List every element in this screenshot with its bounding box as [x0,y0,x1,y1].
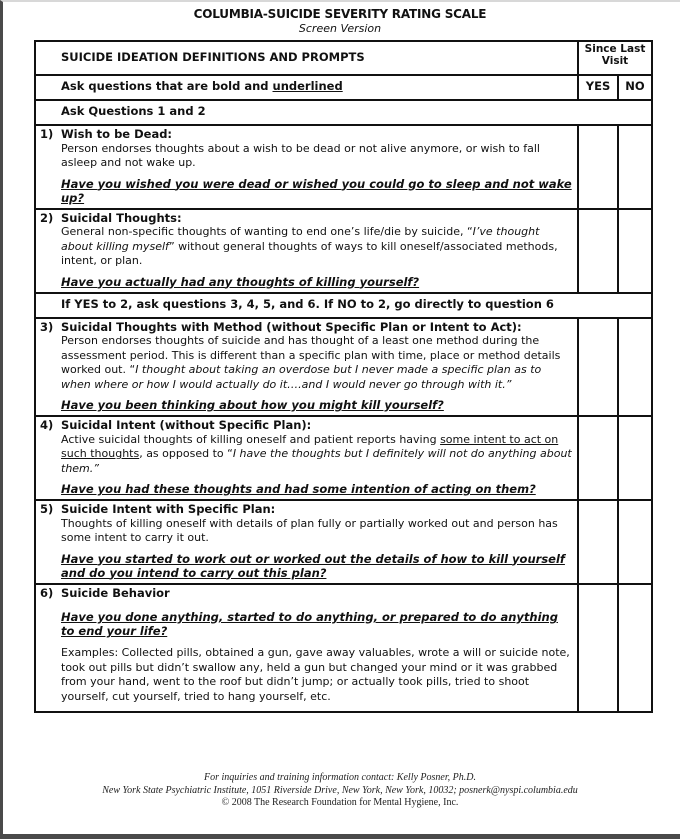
question-row-2 [35,209,652,293]
question-3-title: Suicidal Thoughts with Method (without Specific Plan or Intent to Act): [61,319,522,334]
question-6: 6) Suicide Behavior Have you done anything, started to do anything, or prepared to do anything to end your life? Examples: Collected pills, obtained a gun, gave away valuables, wrote a will or suicide note, took out pills but didn’t swallow any, held a gun but changed your mind or it was grabbed from your hand, went to the roof but didn’t jump; or actually took pills, tried to shoot yourself, cut yourself, tried to hang yourself, etc. [35,584,578,713]
question-1-no-cell[interactable] [618,125,652,209]
question-4-description: Active suicidal thoughts of killing oneself and patient reports having some intent to act on such thoughts, as opposed to “I have the thoughts but I definitely will not do anything about them.” [61,432,572,475]
header-row [35,41,652,75]
skip-instruction-row [35,293,652,318]
question-1-yes-cell[interactable] [578,125,618,209]
question-1-title: Wish to be Dead: [61,127,173,141]
question-5-title: Suicide Intent with Specific Plan: [61,502,276,516]
question-4-yes-cell[interactable] [578,416,618,500]
section-title: SUICIDE IDEATION DEFINITIONS AND PROMPTS [35,41,578,75]
question-row-5 [35,500,652,584]
question-3-no-cell[interactable] [618,318,652,417]
document-subtitle: Screen Version [298,22,382,35]
question-6-title: Suicide Behavior [61,585,170,600]
question-row-4 [35,416,652,500]
question-2-title: Suicidal Thoughts: [61,210,182,225]
ask-questions-1-2: Ask Questions 1 and 2 [35,100,652,125]
question-row-3 [35,318,652,417]
question-1-prompt: Have you wished you were dead or wished you could go to sleep and not wake up? [61,176,572,205]
question-6-examples: Examples: Collected pills, obtained a gun, gave away valuables, wrote a will or suicide note, took out pills but didn’t swallow any, held a gun but changed your mind or it was grabbed from your hand, went to the roof but didn’t jump; or actually took pills, tried to shoot yourself, cut yourself, tried to hang yourself, etc. [61,646,570,703]
instruction-text: Ask questions that are bold and underlined [35,75,578,100]
question-3: 3) Suicidal Thoughts with Method (without Specific Plan or Intent to Act): Person endorses thoughts of suicide and has thought of a least one method during the assessment period. This is different than a specific plan with time, place or method details worked out. “I thought about taking an overdose but I never made a specific plan as to when where or how I would actually do it….and I would never go through with it.” Have you been thinking about how you might kill yourself? [35,318,578,417]
no-column-header: NO [618,75,652,100]
question-6-yes-cell[interactable] [578,584,618,713]
skip-instruction: If YES to 2, ask questions 3, 4, 5, and 6. If NO to 2, go directly to question 6 [35,293,652,318]
yes-column-header: YES [578,75,618,100]
question-4-title: Suicidal Intent (without Specific Plan): [61,418,312,432]
question-3-yes-cell[interactable] [578,318,618,417]
question-row-6 [35,584,652,713]
document-title: COLUMBIA-SUICIDE SEVERITY RATING SCALE [193,7,487,21]
question-2: 2) Suicidal Thoughts: General non-specific thoughts of wanting to end one’s life/die by suicide, “I’ve thought about killing myself” without general thoughts of ways to kill oneself/associated methods, intent, or plan. Have you actually had any thoughts of killing yourself? [35,209,578,293]
question-3-description: Person endorses thoughts of suicide and has thought of a least one method during the assessment period. This is different than a specific plan with time, place or method details worked out. “I thought about taking an overdose but I never made a specific plan as to when where or how I would actually do it….and I would never go through with it.” [61,334,561,391]
question-5-description: Thoughts of killing oneself with details of plan fully or partially worked out and person has some intent to carry it out. [61,516,558,544]
question-2-description: General non-specific thoughts of wanting to end one’s life/die by suicide, “I’ve thought about killing myself” without general thoughts of ways to kill oneself/associated methods, intent, or plan. [61,225,558,267]
question-6-no-cell[interactable] [618,584,652,713]
ask-1-2-row [35,100,652,125]
question-4-prompt: Have you had these thoughts and had some intention of acting on them? [61,482,536,496]
question-row-1 [35,125,652,209]
question-5: 5) Suicide Intent with Specific Plan: Thoughts of killing oneself with details of plan fully or partially worked out and person has some intent to carry it out. Have you started to work out or worked out the details of how to kill yourself and do you intend to carry out this plan? [35,500,578,584]
since-last-visit-header: Since Last Visit [578,41,652,75]
question-2-yes-cell[interactable] [578,209,618,293]
question-4: 4) Suicidal Intent (without Specific Plan): Active suicidal thoughts of killing oneself and patient reports having some intent to act on such thoughts, as opposed to “I have the thoughts but I definitely will not do anything about them.” Have you had these thoughts and had some intention of acting on them? [35,416,578,500]
question-3-prompt: Have you been thinking about how you might kill yourself? [61,398,444,412]
footer [0,772,680,810]
question-4-no-cell[interactable] [618,416,652,500]
question-1: 1) Wish to be Dead: Person endorses thoughts about a wish to be dead or not alive anymore, or wish to fall asleep and not wake up. Have you wished you were dead or wished you could go to sleep and not wake up? [35,125,578,209]
instruction-row [35,75,652,100]
cssrs-table [34,40,653,713]
question-5-yes-cell[interactable] [578,500,618,584]
question-1-description: Person endorses thoughts about a wish to be dead or not alive anymore, or wish to fall asleep and not wake up. [61,141,540,169]
footer-address: New York State Psychiatric Institute, 1051 Riverside Drive, New York, New York, 10032; posnerk@nyspi.columbia.edu [102,784,578,796]
question-5-no-cell[interactable] [618,500,652,584]
question-6-prompt: Have you done anything, started to do anything, or prepared to do anything to end your life? [61,610,558,638]
footer-copyright: © 2008 The Research Foundation for Mental Hygiene, Inc. [221,797,459,808]
question-5-prompt: Have you started to work out or worked out the details of how to kill yourself and do you intend to carry out this plan? [61,551,565,580]
question-2-prompt: Have you actually had any thoughts of killing yourself? [61,274,420,289]
question-2-no-cell[interactable] [618,209,652,293]
footer-contact: For inquiries and training information contact: Kelly Posner, Ph.D. [204,772,476,783]
